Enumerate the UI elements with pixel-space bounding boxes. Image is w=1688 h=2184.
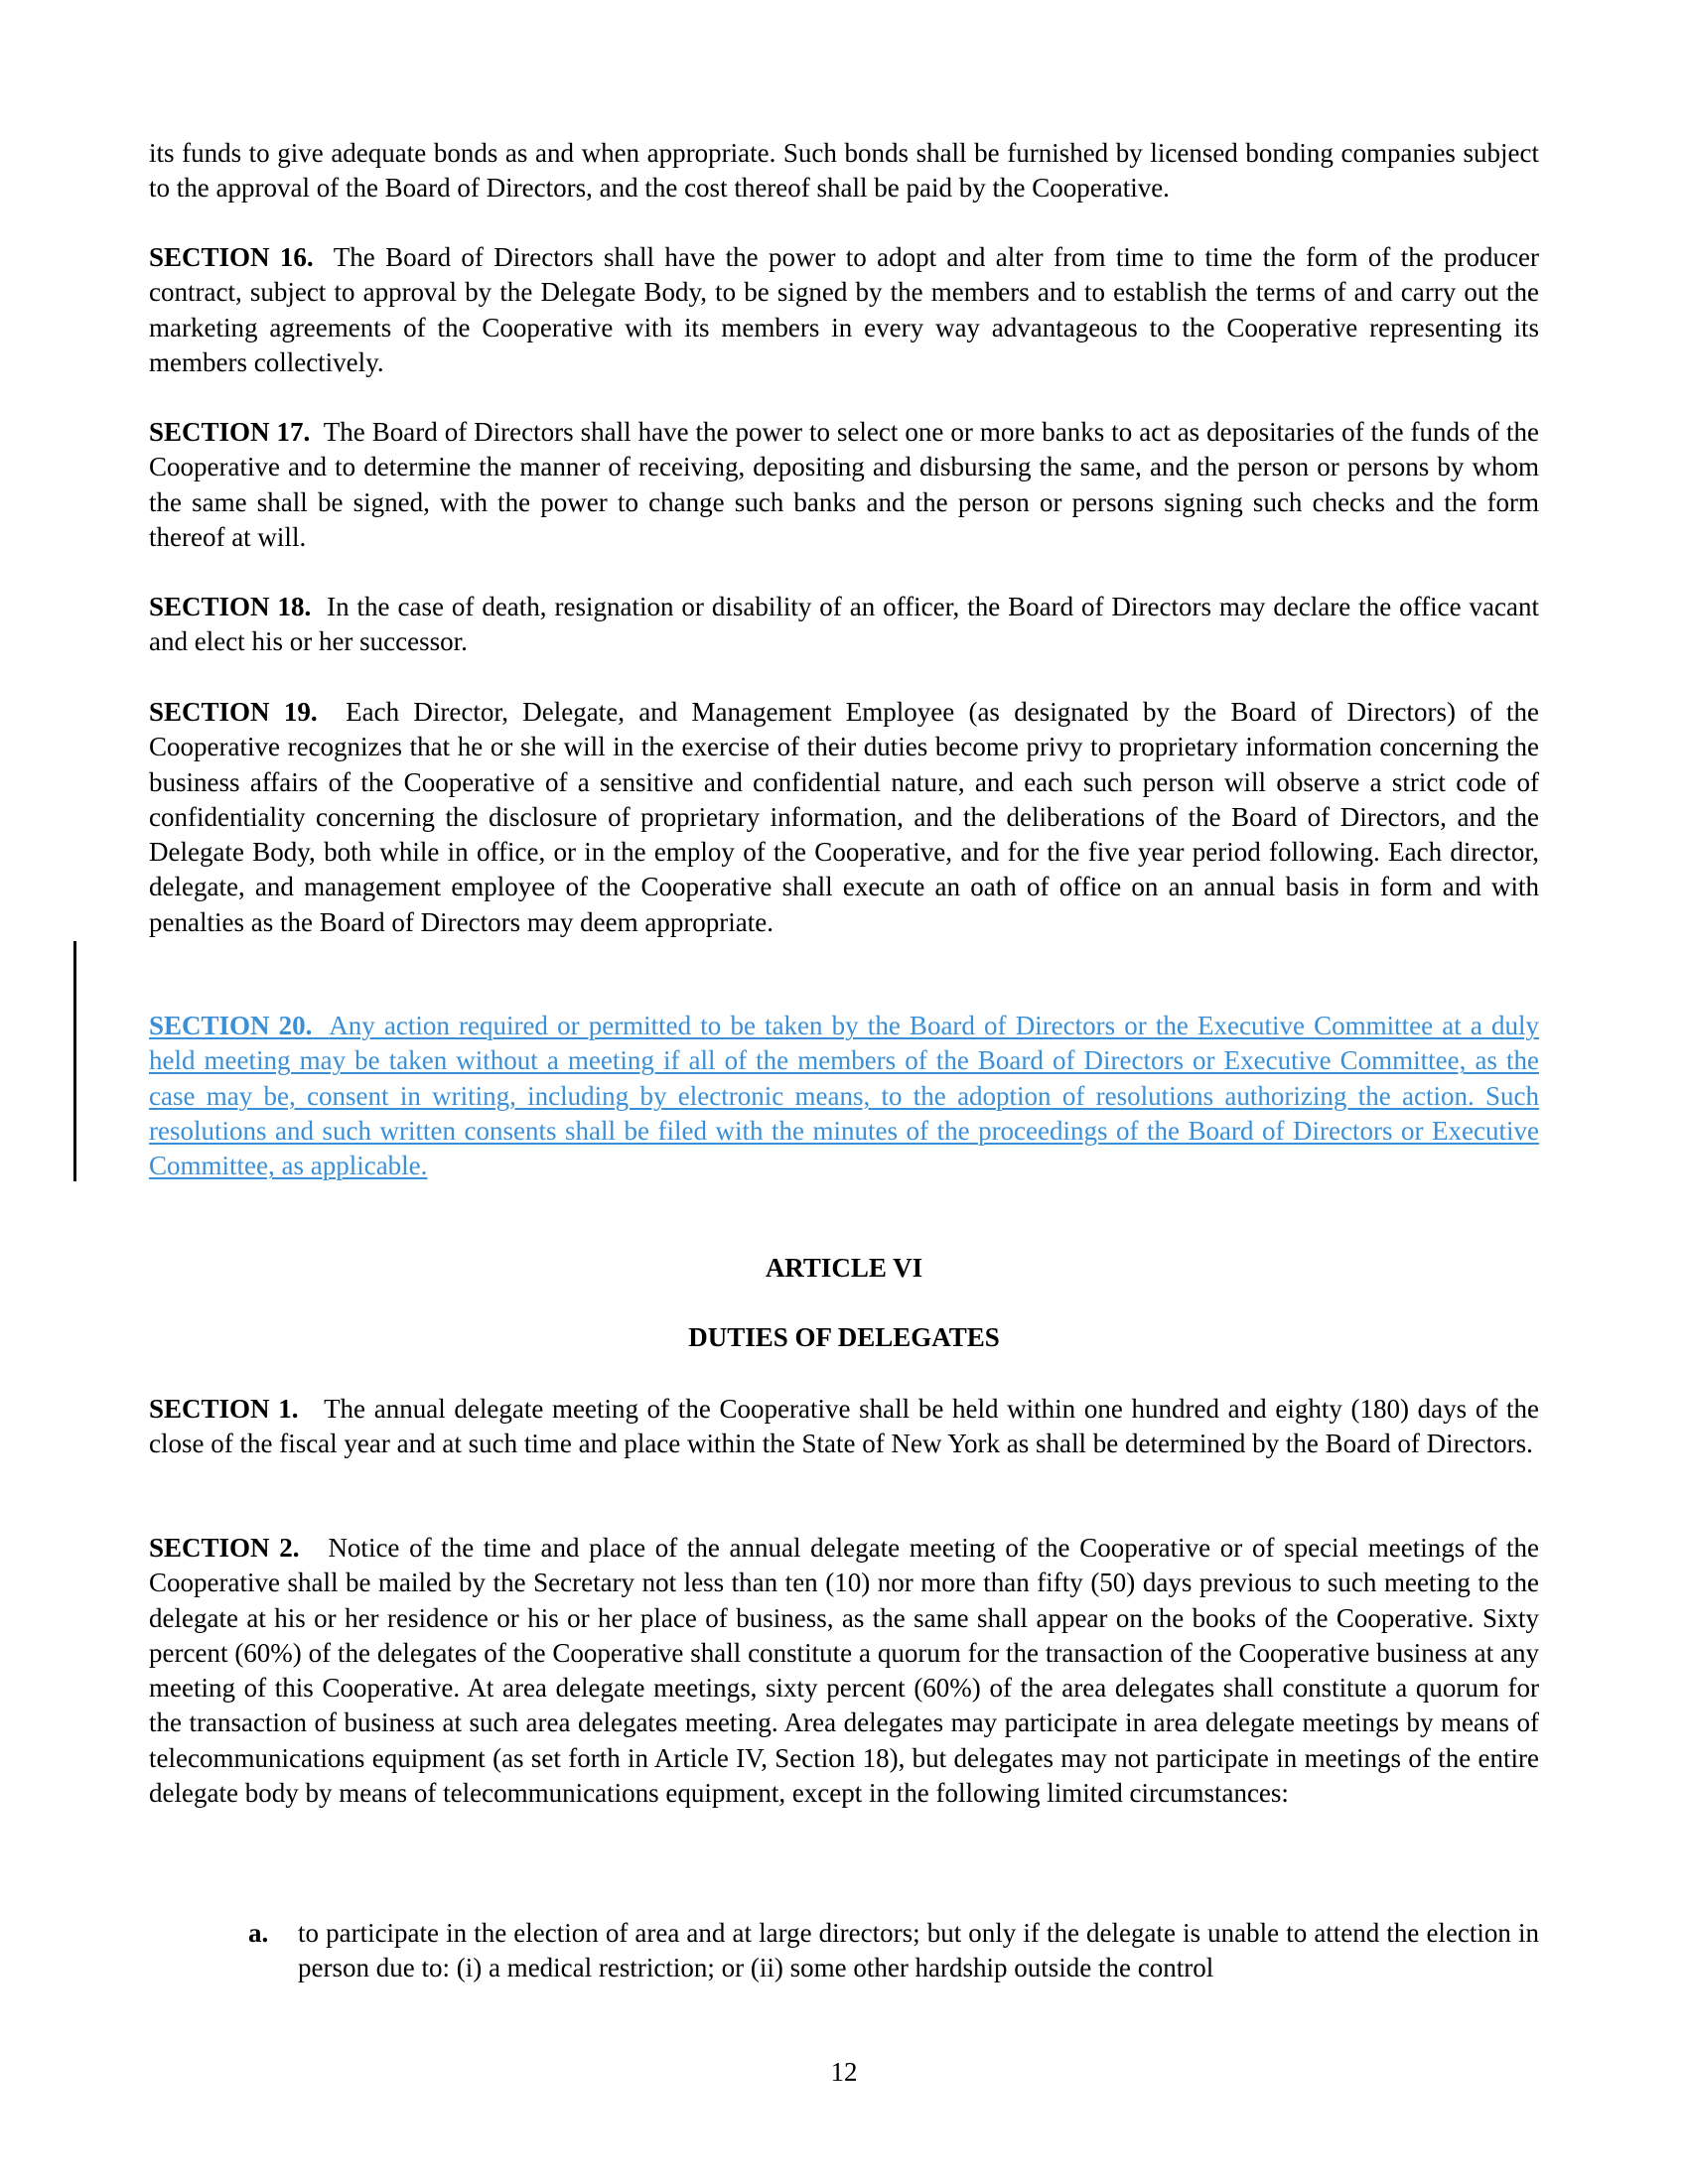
section-text: Any action required or permitted to be taken by the Board of Directors or the Executive Committee at a duly held meeting may be taken without a meeting if all of the members of the Board of Directors or Executive Committee, as the case may be, consent in writing, including by electronic means, to the adoption of resolutions authorizing the action. Such resolutions and such written consents shall be filed with the minutes of the proceedings of the Board of Directors or Executive Committee, as applicable. (149, 1011, 1539, 1181)
section-label: SECTION 20. (149, 1011, 313, 1040)
article6-section-1-paragraph (149, 1392, 1539, 1462)
revision-change-bar (73, 941, 76, 1181)
section-label: SECTION 19. (149, 697, 318, 727)
section-text: The annual delegate meeting of the Cooperative shall be held within one hundred and eighty (180) days of the close of the fiscal year and at such time and place within the State of New York as shall be determined by the Board of Directors. (149, 1394, 1540, 1459)
section-label: SECTION 1. (149, 1394, 299, 1424)
section-17-paragraph (149, 415, 1539, 555)
section-text: Notice of the time and place of the annual delegate meeting of the Cooperative or of special meetings of the Cooperative shall be mailed by the Secretary not less than ten (10) nor more than fifty (50) days previous to such meeting to the delegate at his or her residence or his or her place of business, as the same shall appear on the books of the Cooperative. Sixty percent (60%) of the delegates of the Cooperative shall constitute a quorum for the transaction of the Cooperative business at any meeting of this Cooperative. At area delegate meetings, sixty percent (60%) of the area delegates shall constitute a quorum for the transaction of business at such area delegates meeting. Area delegates may participate in area delegate meetings by means of telecommunications equipment (as set forth in Article IV, Section 18), but delegates may not participate in meetings of the entire delegate body by means of telecommunications equipment, except in the following limited circumstances: (149, 1533, 1540, 1809)
continuation-text: its funds to give adequate bonds as and when appropriate. Such bonds shall be furnished by licensed bonding companies subject to the approval of the Board of Directors, and the cost thereof shall be paid by the Cooperative. (149, 138, 1539, 204)
section-text: Each Director, Delegate, and Management Employee (as designated by the Board of Directors) of the Cooperative recognizes that he or she will in the exercise of their duties become privy to proprietary information concerning the business affairs of the Cooperative of a sensitive and confidential nature, and each such person will observe a strict code of confidentiality concerning the disclosure of proprietary information, and the deliberations of the Board of Directors, and the Delegate Body, both while in office, or in the employ of the Cooperative, and for the five year period following. Each director, delegate, and management employee of the Cooperative shall execute an oath of office on an annual basis in form and with penalties as the Board of Directors may deem appropriate. (149, 697, 1540, 937)
article6-section-2-paragraph (149, 1531, 1539, 1811)
list-item-text: to participate in the election of area and at large directors; but only if the delegate is unable to attend the election in person due to: (i) a medical restriction; or (ii) some other hardship outside the control (298, 1918, 1539, 1983)
section-text: The Board of Directors shall have the power to adopt and alter from time to time the form of the producer contract, subject to approval by the Delegate Body, to be signed by the members and to establish the terms of and carry out the marketing agreements of the Cooperative with its members in every way advantageous to the Cooperative representing its members collectively. (149, 242, 1539, 377)
article-heading: ARTICLE VI (765, 1253, 923, 1283)
section-label: SECTION 18. (149, 592, 312, 621)
section-text: In the case of death, resignation or disability of an officer, the Board of Directors may declare the office vacant and elect his or her successor. (149, 592, 1539, 657)
list-marker: a. (248, 1918, 269, 1948)
section-20-paragraph (149, 1009, 1539, 1183)
section-text: The Board of Directors shall have the power to select one or more banks to act as depositaries of the funds of the Cooperative and to determine the manner of receiving, depositing and disbursing the same, and the person or persons by whom the same shall be signed, with the power to change such banks and the person or persons signing such checks and the form thereof at will. (149, 417, 1539, 552)
list-item (149, 1916, 1539, 1987)
section-label: SECTION 16. (149, 242, 314, 272)
section-label: SECTION 2. (149, 1533, 300, 1563)
page-number: 12 (830, 2057, 858, 2087)
section-18-paragraph (149, 590, 1539, 660)
section-16-paragraph (149, 240, 1539, 380)
section-label: SECTION 17. (149, 417, 311, 447)
article-subheading: DUTIES OF DELEGATES (688, 1322, 1000, 1352)
continuation-paragraph (149, 136, 1539, 206)
section-19-paragraph (149, 695, 1539, 940)
